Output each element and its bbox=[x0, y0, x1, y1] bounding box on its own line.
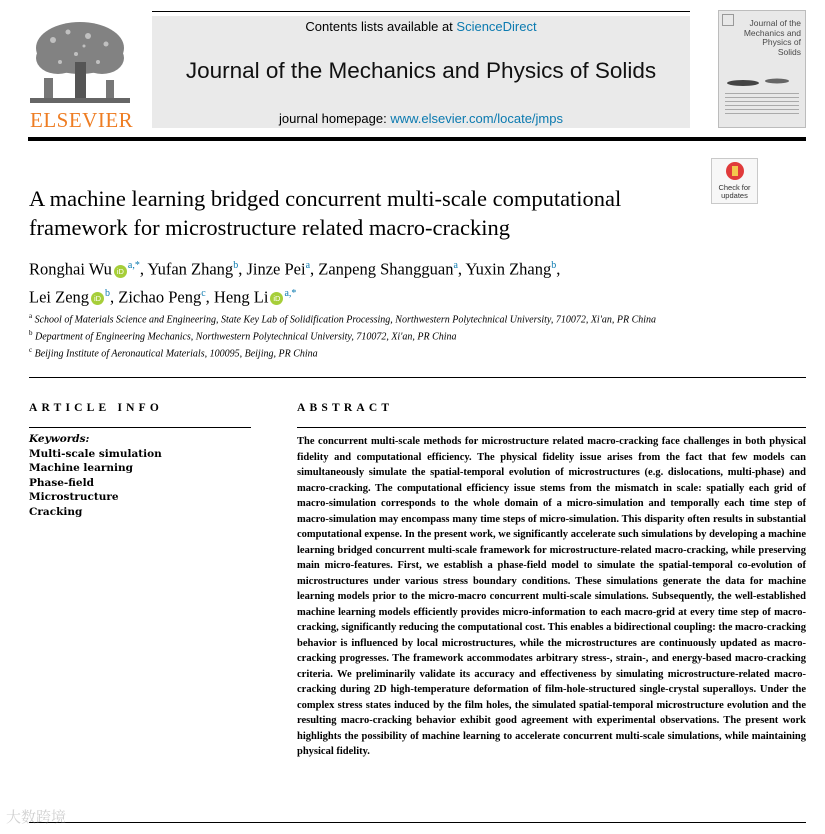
author-name[interactable]: Yufan Zhang bbox=[147, 259, 234, 279]
affiliation-divider bbox=[29, 377, 806, 378]
contents-prefix: Contents lists available at bbox=[305, 19, 457, 34]
orcid-icon[interactable]: iD bbox=[270, 292, 283, 305]
abstract-body: The concurrent multi-scale methods for microstructure related macro-cracking face challenges in both physical fidelity and computational efficiency. The physical fidelity issue arises from the fact that few models can simultaneously simulate the spatial-temporal evolution of microstructures (e.g. dislocations, multi-phase) and macro-cracking. The computational efficiency issue stems from the mismatch in scale: spatially each grid of macro-simulation corresponds to the whole domain of a micro-simulation and temporally each time step of macro-simulation may encompass many time steps of micro-simulation. This disparity often results in substantial computational expense. In the present work, we significantly accelerate such simulations by developing a machine learning bridged concurrent multi-scale framework for microstructure-related macro-cracking, while preserving main micro-features. First, we establish a phase-field model to simulate the spatial-temporal co-evolution of microstructures under various stress boundary conditions. These simulations generate the data for machine learning models prior to the micro-macro concurrent multi-scale simulations. Subsequently, the well-established machine learning models efficiently provides micro-information to each macro-grid at every time step of macro-cracking, significantly reducing the computational cost. This enables a bidirectional coupling: the macro-cracking behavior is influenced by local microstructures, while the microstructures are continuously updated as macro-cracking progresses. The framework accommodates arbitrary stress-, strain-, and energy-based macro-cracking criteria. We preliminarily validate its accuracy and effectiveness by simulating microstructure-related macro-cracking during 2D high-temperature deformation of film-hole-structured single-crystal superalloys. Under the complex stress states induced by the film holes, the simulated spatial-temporal microstructure evolution and the resulting macro-cracking behavior exhibit good agreement with experimental observations. The present work highlights the possibility of machine learning to accelerate concurrent multi-scale simulations, while maintaining physical fidelity. bbox=[297, 436, 806, 757]
author-separator: , bbox=[139, 259, 148, 279]
keyword-item[interactable]: Multi-scale simulation bbox=[29, 448, 162, 460]
author-name[interactable]: Lei Zeng bbox=[29, 287, 90, 306]
author-name[interactable]: Zanpeng Shangguan bbox=[318, 259, 454, 279]
journal-homepage-line bbox=[152, 111, 690, 126]
affiliation-list bbox=[29, 310, 694, 360]
article-info-heading: ARTICLE INFO bbox=[29, 402, 164, 414]
author-list bbox=[29, 254, 709, 309]
author-name[interactable]: Yuxin Zhang bbox=[465, 259, 552, 279]
keywords-label: Keywords: bbox=[29, 433, 90, 445]
affiliation-item bbox=[29, 327, 694, 344]
abstract-heading: ABSTRACT bbox=[297, 402, 394, 414]
author-separator: , bbox=[110, 287, 119, 306]
keyword-item[interactable]: Microstructure bbox=[29, 491, 119, 504]
author-name[interactable]: Ronghai Wu bbox=[29, 259, 112, 279]
abstract-divider bbox=[297, 427, 806, 428]
article-info-divider bbox=[29, 427, 251, 428]
page-bottom-rule bbox=[29, 822, 806, 823]
orcid-icon[interactable]: iD bbox=[114, 265, 127, 278]
affiliation-letter: b bbox=[29, 328, 33, 337]
keyword-item[interactable]: Machine learning bbox=[29, 462, 134, 475]
author-affiliation-marker[interactable]: b bbox=[551, 260, 557, 271]
affiliation-item bbox=[29, 310, 694, 327]
homepage-prefix: journal homepage: bbox=[279, 111, 391, 126]
author-separator: , bbox=[205, 287, 214, 306]
affiliation-text: Beijing Institute of Aeronautical Materials, 100095, Beijing, PR China bbox=[34, 347, 318, 359]
journal-title[interactable]: Journal of the Mechanics and Physics of Solids bbox=[185, 58, 657, 83]
author-name[interactable]: Heng Li bbox=[213, 287, 269, 306]
header-top-rule bbox=[152, 11, 690, 12]
affiliation-letter: c bbox=[29, 345, 33, 354]
orcid-icon[interactable]: iD bbox=[91, 292, 104, 305]
contents-availability-line bbox=[152, 19, 690, 34]
watermark: 大数跨境 bbox=[6, 808, 67, 826]
author-affiliation-marker[interactable]: a bbox=[305, 260, 311, 271]
author-affiliation-marker[interactable]: a,* bbox=[284, 287, 297, 299]
author-affiliation-marker[interactable]: c bbox=[201, 287, 206, 299]
author-affiliation-marker[interactable]: a bbox=[453, 260, 458, 271]
journal-cover-thumbnail[interactable] bbox=[718, 10, 806, 128]
keywords-list bbox=[29, 447, 162, 519]
elsevier-wordmark: ELSEVIER bbox=[30, 108, 134, 132]
author-separator: , bbox=[310, 259, 319, 279]
header-bottom-rule bbox=[28, 137, 806, 141]
affiliation-text: Department of Engineering Mechanics, Northwestern Polytechnical University, 710072, Xi'an, PR China bbox=[35, 331, 457, 343]
author-name[interactable]: Jinze Pei bbox=[246, 259, 306, 279]
affiliation-item bbox=[29, 344, 694, 361]
author-separator: , bbox=[238, 259, 247, 279]
article-title: A machine learning bridged concurrent multi-scale computational framework for microstructure related macro-cracking bbox=[29, 186, 622, 240]
cover-publisher-mark bbox=[722, 14, 734, 26]
check-for-updates-button[interactable] bbox=[711, 158, 758, 204]
author-separator: , bbox=[457, 259, 466, 279]
author-affiliation-marker[interactable]: b bbox=[233, 260, 239, 271]
cover-decoration bbox=[719, 67, 805, 127]
author-name[interactable]: Zichao Peng bbox=[118, 287, 202, 306]
check-updates-label: Check for updates bbox=[718, 183, 751, 200]
crossmark-icon bbox=[726, 162, 744, 180]
elsevier-tree-icon bbox=[28, 18, 132, 108]
keyword-item[interactable]: Cracking bbox=[29, 505, 83, 518]
journal-homepage-link[interactable]: www.elsevier.com/locate/jmps bbox=[390, 111, 563, 126]
author-separator: , bbox=[556, 259, 561, 279]
affiliation-text: School of Materials Science and Engineering, State Key Lab of Solidification Processing, Northwestern Polytechnical University, 710072, Xi'an, PR China bbox=[34, 314, 657, 326]
sciencedirect-link[interactable]: ScienceDirect bbox=[456, 19, 537, 34]
author-affiliation-marker[interactable]: a,* bbox=[127, 260, 140, 271]
cover-journal-title: Journal of the Mechanics and Physics of Solids bbox=[743, 18, 801, 57]
affiliation-letter: a bbox=[29, 312, 33, 320]
author-affiliation-marker[interactable]: b bbox=[105, 287, 111, 299]
keyword-item[interactable]: Phase-field bbox=[29, 476, 94, 489]
